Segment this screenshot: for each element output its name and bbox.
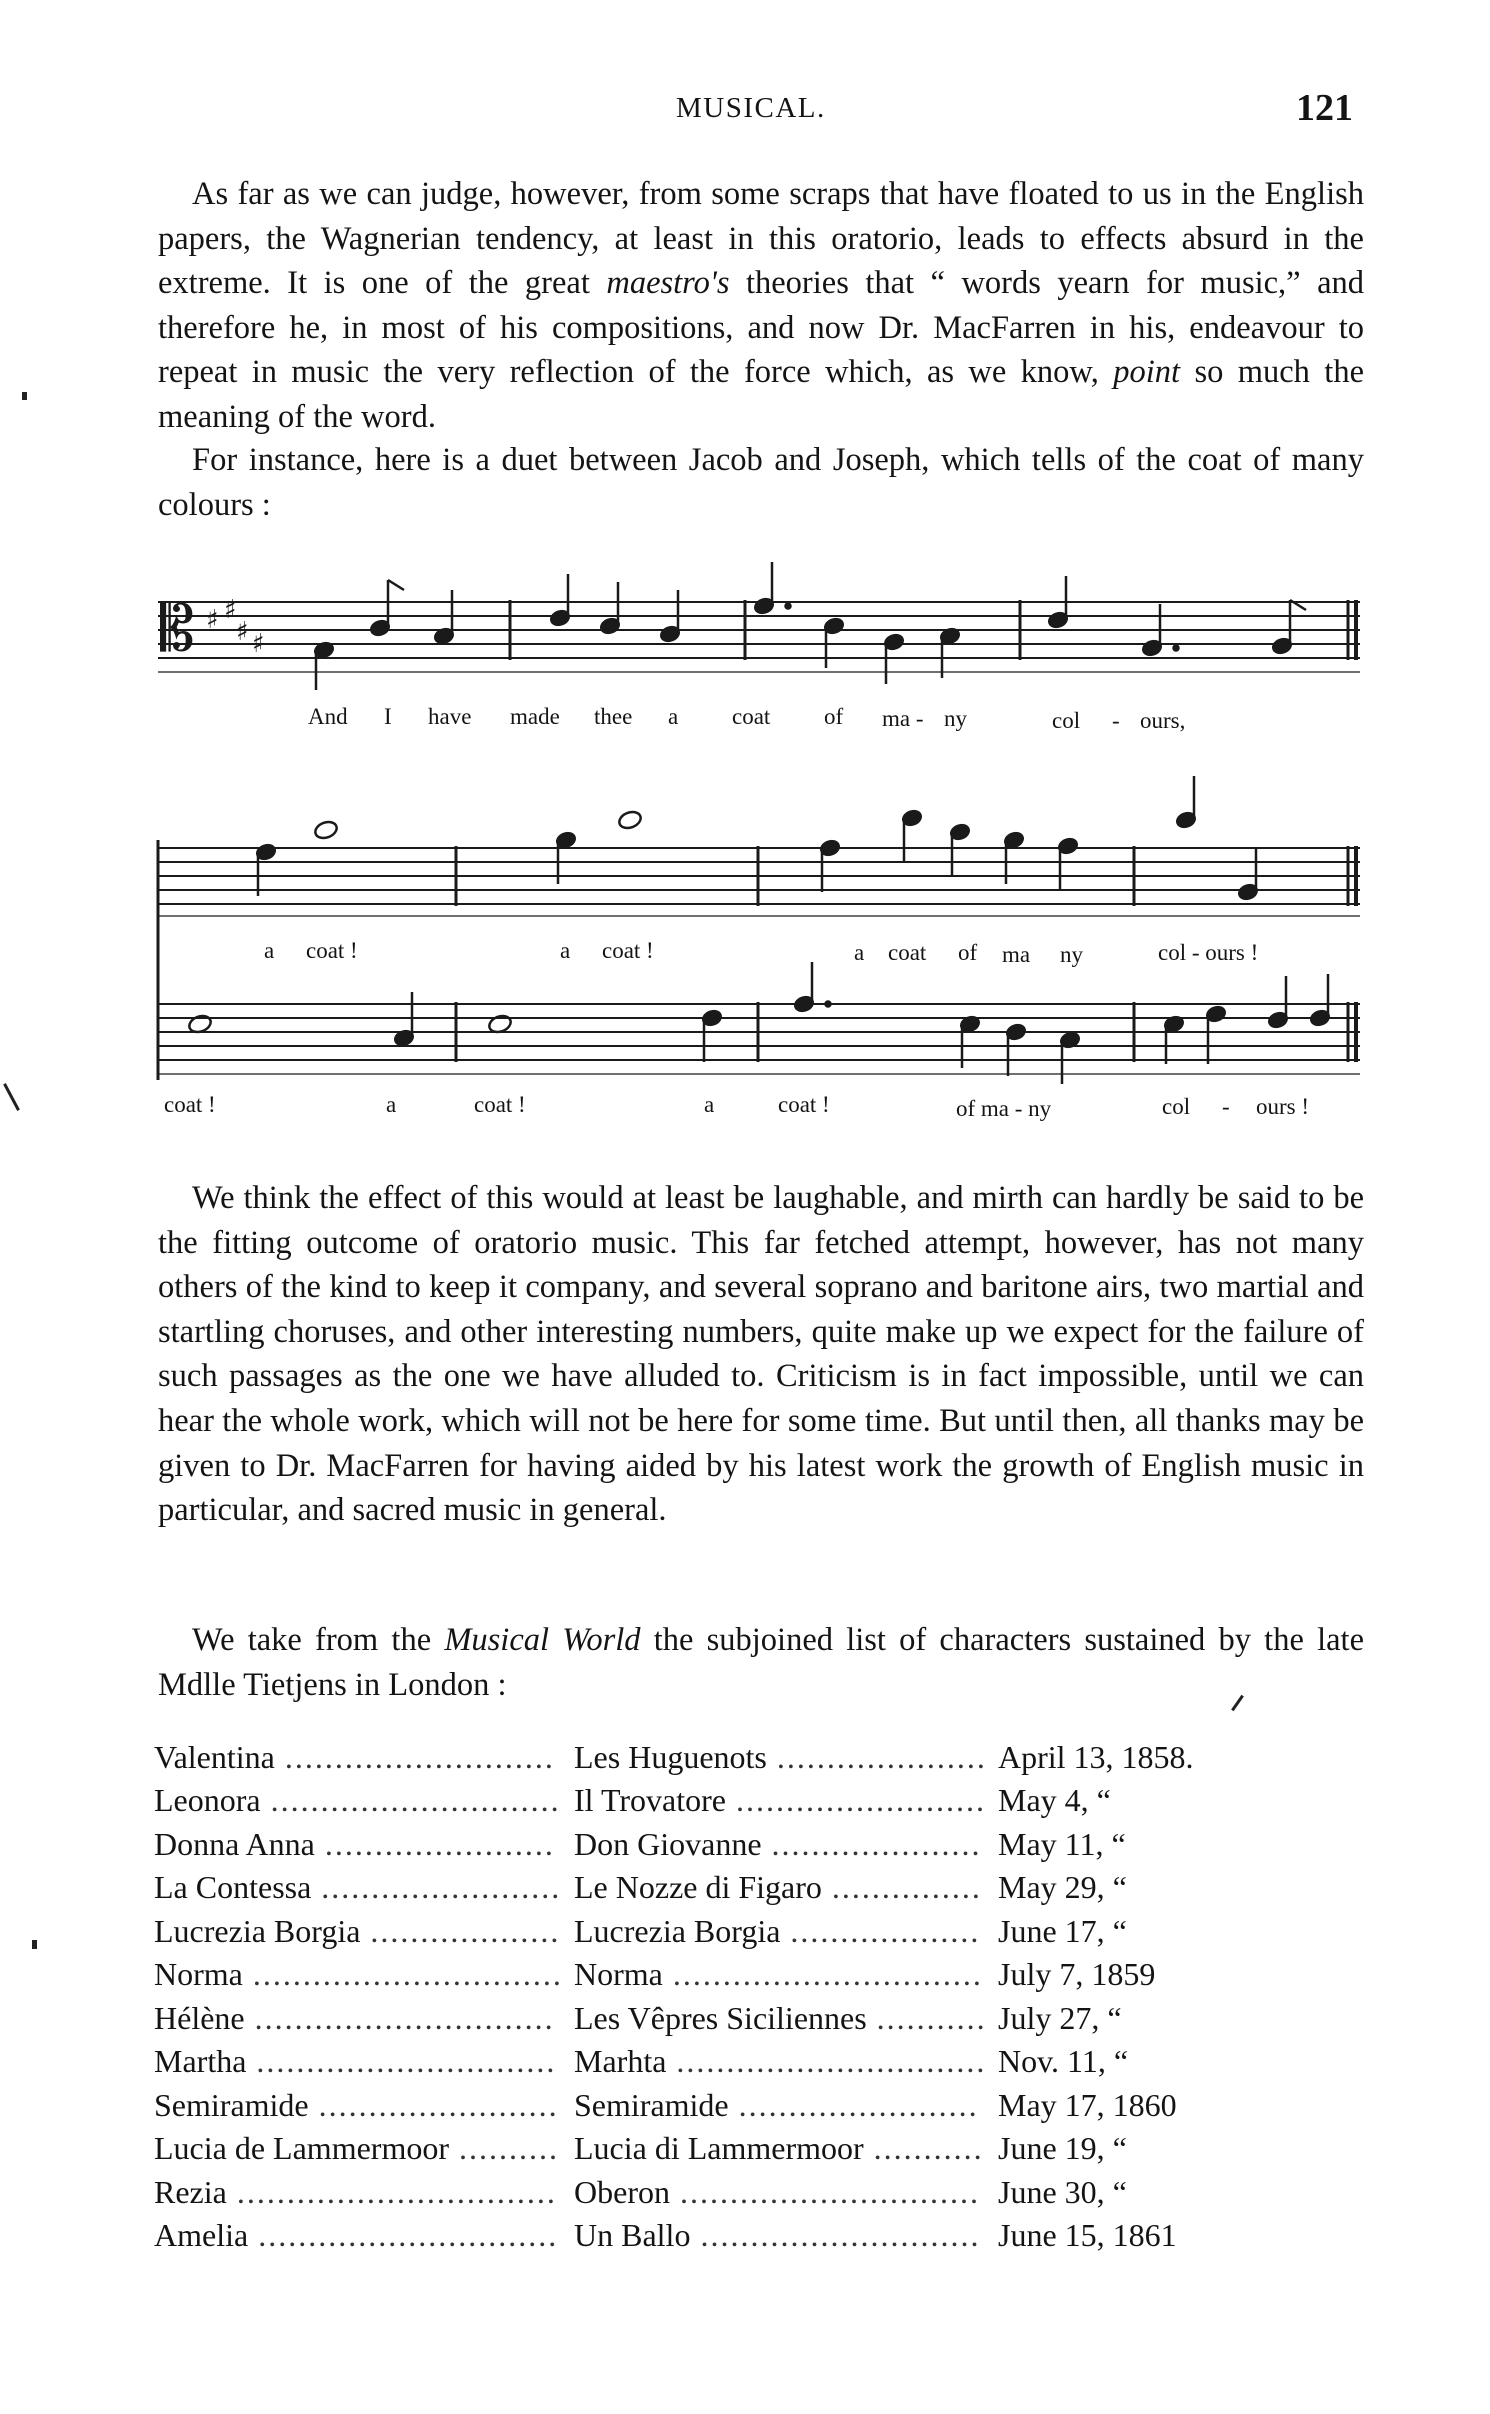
lyric: -: [1222, 1094, 1230, 1119]
lyric: ours,: [1140, 708, 1186, 733]
role-row: [154, 1950, 1234, 1994]
dot-leader: .............................: [260, 1782, 561, 1818]
role-opera: Le Nozze di Figaro: [574, 1869, 822, 1905]
role-date: July 7, 1859: [998, 1956, 1156, 1992]
role-date: May 17, 1860: [998, 2086, 1177, 2123]
lyric: of: [958, 940, 978, 965]
role-character: Leonora: [154, 1782, 261, 1818]
svg-text:♯: ♯: [206, 605, 219, 635]
dot-leader: ........................: [728, 2086, 979, 2123]
staff-1: [158, 600, 1360, 672]
dot-leader: ..........: [448, 2130, 559, 2166]
lyric: coat !: [306, 938, 358, 963]
role-date-cell: [998, 1776, 1234, 1820]
role-date: May 11, “: [998, 1825, 1126, 1862]
role-date: June 17, “: [998, 1912, 1127, 1949]
dot-leader: ...............................: [242, 1956, 563, 1992]
role-row: [154, 1906, 1234, 1950]
lyric: I: [384, 704, 392, 729]
svg-text:𝄡: 𝄡: [160, 592, 195, 665]
role-date-cell: [998, 1732, 1234, 1776]
role-character: Rezia: [154, 2173, 227, 2210]
dot-leader: .........................: [726, 1782, 986, 1818]
lyric: coat !: [778, 1092, 830, 1117]
paragraph-1-italic-maestro: maestro's: [606, 265, 730, 302]
role-character: Valentina: [154, 1738, 275, 1775]
dot-leader: .....................: [761, 1825, 982, 1862]
role-opera-cell: [574, 1732, 998, 1776]
lyric: coat !: [474, 1092, 526, 1117]
lyric: And: [308, 704, 348, 729]
clef-and-key-signature: [160, 592, 265, 665]
role-character-cell: [154, 2211, 574, 2255]
role-opera: Semiramide: [574, 2086, 729, 2123]
role-character-cell: [154, 1819, 574, 1863]
role-opera: Les Vêpres Siciliennes: [574, 1999, 867, 2036]
lyric: a: [668, 704, 679, 729]
role-date: Nov. 11, “: [998, 2043, 1129, 2079]
role-opera: Lucrezia Borgia: [574, 1912, 781, 1949]
lyric: col - ours !: [1158, 940, 1259, 965]
role-opera-cell: [574, 2167, 998, 2211]
role-character-cell: [154, 2167, 574, 2211]
staff-2-lower: [158, 1002, 1360, 1074]
role-row: [154, 2037, 1234, 2081]
role-date-cell: [998, 1906, 1234, 1950]
dot-leader: ............................: [690, 2217, 981, 2253]
paragraph-4: [158, 1618, 1364, 1707]
role-date-cell: [998, 1863, 1234, 1907]
role-opera-cell: [574, 1906, 998, 1950]
dot-leader: ..............................: [244, 1999, 555, 2036]
lyric: col: [1162, 1094, 1191, 1119]
role-opera-cell: [574, 1819, 998, 1863]
lyric: of ma - ny: [956, 1096, 1052, 1121]
role-row: [154, 2167, 1234, 2211]
role-row: [154, 1776, 1234, 1820]
scan-speck: [32, 1940, 37, 1949]
lyric: coat: [732, 704, 771, 729]
role-date-cell: [998, 1819, 1234, 1863]
role-date: April 13, 1858.: [998, 1738, 1194, 1775]
role-date: June 19, “: [998, 2130, 1127, 2166]
paragraph-3: We think the effect of this would at least be laughable, and mirth can hardly be said to be the fitting outcome of oratorio music. This far fetched attempt, however, has not many others of the kind to keep it company, and several soprano and baritone airs, two martial and startling choruses, and other interesting numbers, quite make up we expect for the failure of such passages as the one we have alluded to. Criticism is in fact impossible, until we can hear the whole work, which will not be here for some time. But until then, all thanks may be given to Dr. MacFarren for having aided by his latest work the growth of English music in particular, and sacred music in general.: [158, 1180, 1364, 1529]
role-row: [154, 1863, 1234, 1907]
role-opera: Les Huguenots: [574, 1738, 767, 1775]
paragraph-4-text-a: We take from the: [192, 1622, 445, 1658]
role-opera: Oberon: [574, 2173, 670, 2210]
role-opera: Don Giovanne: [574, 1825, 762, 1862]
role-date-cell: [998, 2080, 1234, 2124]
staff-1-notes: [313, 562, 1306, 690]
role-date-cell: [998, 2211, 1234, 2255]
role-opera-cell: [574, 2211, 998, 2255]
paragraph-1: [158, 172, 1364, 440]
dot-leader: ...............................: [666, 2043, 987, 2079]
role-date-cell: [998, 2037, 1234, 2081]
dot-leader: ...........: [863, 2130, 984, 2166]
role-date-cell: [998, 1950, 1234, 1994]
lyric: a: [854, 940, 865, 965]
role-character-cell: [154, 1950, 574, 1994]
lyric: col: [1052, 708, 1081, 733]
role-row: [154, 1732, 1234, 1776]
role-character-cell: [154, 1863, 574, 1907]
role-opera-cell: [574, 2037, 998, 2081]
role-opera: Lucia di Lammermoor: [574, 2130, 864, 2166]
role-date-cell: [998, 2167, 1234, 2211]
dot-leader: ...........................: [274, 1738, 555, 1775]
role-opera: Un Ballo: [574, 2217, 691, 2253]
dot-leader: ...........: [866, 1999, 987, 2036]
lyric: made: [510, 704, 560, 729]
role-row: [154, 1993, 1234, 2037]
dot-leader: ................................: [226, 2173, 557, 2210]
scan-speck: [22, 392, 27, 400]
role-character: Amelia: [154, 2217, 249, 2253]
roles-table: [154, 1732, 1234, 2254]
lyric: coat !: [164, 1092, 216, 1117]
role-opera: Norma: [574, 1956, 663, 1992]
role-character: Lucia de Lammermoor: [154, 2130, 449, 2166]
lyric: of: [824, 704, 844, 729]
role-opera-cell: [574, 2124, 998, 2168]
role-character: Martha: [154, 2043, 247, 2079]
running-head: [0, 87, 1490, 132]
dot-leader: ........................: [311, 1869, 562, 1905]
role-date-cell: [998, 1993, 1234, 2037]
lyric: a: [386, 1092, 397, 1117]
svg-text:♯: ♯: [252, 629, 265, 659]
running-title: MUSICAL.: [676, 92, 826, 124]
roles-table-body: [154, 1732, 1234, 2254]
dot-leader: ...................: [780, 1912, 981, 1949]
role-character-cell: [154, 1993, 574, 2037]
role-character: Lucrezia Borgia: [154, 1912, 361, 1949]
lyric: ma -: [882, 706, 924, 731]
role-opera: Marhta: [574, 2043, 667, 2079]
role-date-cell: [998, 2124, 1234, 2168]
role-character-cell: [154, 2124, 574, 2168]
role-opera-cell: [574, 1863, 998, 1907]
role-row: [154, 1819, 1234, 1863]
role-character-cell: [154, 1776, 574, 1820]
paragraph-2: For instance, here is a duet between Jacob and Joseph, which tells of the coat of many colours :: [158, 442, 1364, 523]
role-row: [154, 2211, 1234, 2255]
role-date: July 27, “: [998, 1999, 1122, 2036]
role-opera-cell: [574, 2080, 998, 2124]
lyric: ny: [944, 706, 967, 731]
lyric: ma: [1002, 942, 1031, 967]
role-character-cell: [154, 1906, 574, 1950]
lyric: a: [704, 1092, 715, 1117]
role-opera-cell: [574, 1776, 998, 1820]
dot-leader: .......................: [314, 1825, 555, 1862]
lyric: a: [264, 938, 275, 963]
svg-text:♯: ♯: [224, 595, 237, 625]
paragraph-1-italic-point: point: [1113, 354, 1181, 391]
scan-speck: [3, 1083, 20, 1111]
lyric: coat: [888, 940, 927, 965]
role-character: Donna Anna: [154, 1825, 315, 1862]
dot-leader: ...............: [821, 1869, 982, 1905]
staff-2-upper-notes: [255, 776, 1258, 901]
role-row: [154, 2080, 1234, 2124]
dot-leader: ...................: [360, 1912, 561, 1949]
role-date: May 29, “: [998, 1869, 1127, 1905]
dot-leader: .....................: [766, 1738, 987, 1775]
lyric: a: [560, 938, 571, 963]
role-date: June 15, 1861: [998, 2217, 1177, 2253]
role-character: La Contessa: [154, 1869, 312, 1905]
role-character-cell: [154, 2037, 574, 2081]
role-row: [154, 2124, 1234, 2168]
dot-leader: ..............................: [669, 2173, 980, 2210]
svg-text:♯: ♯: [236, 617, 249, 647]
paragraph-1-text-b: theories that “ words yearn for music,” and therefore he, in most of his compositions, and now Dr. MacFarren in his, endeavour to repeat in music the very reflection of the force which, as we know,: [158, 265, 1365, 391]
role-opera-cell: [574, 1950, 998, 1994]
lyric: -: [1112, 708, 1120, 733]
role-character-cell: [154, 1732, 574, 1776]
paragraph-4-italic-title: Musical World: [444, 1622, 641, 1658]
dot-leader: ..............................: [246, 2043, 557, 2079]
staff-2-lower-notes: [187, 962, 1331, 1084]
role-date: June 30, “: [998, 2173, 1127, 2210]
dot-leader: ........................: [308, 2086, 559, 2123]
paragraph-1-text-c: so much the meaning of the word.: [158, 354, 1364, 435]
paragraph-1-text-a: As far as we can judge, however, from some scraps that have floated to us in the English papers, the Wagnerian tendency, at least in this oratorio, leads to effects absurd in the extreme. It is one of the great: [158, 176, 1364, 302]
role-date: May 4, “: [998, 1782, 1111, 1818]
lyric: coat !: [602, 938, 654, 963]
dot-leader: ...............................: [662, 1956, 983, 1992]
role-character-cell: [154, 2080, 574, 2124]
role-character: Hélène: [154, 1999, 245, 2036]
lyric: have: [428, 704, 472, 729]
role-character: Semiramide: [154, 2086, 309, 2123]
lyric: thee: [594, 704, 633, 729]
role-opera-cell: [574, 1993, 998, 2037]
role-opera: Il Trovatore: [574, 1782, 726, 1818]
dot-leader: ..............................: [248, 2217, 559, 2253]
lyric: ny: [1060, 942, 1083, 967]
lyric: ours !: [1256, 1094, 1310, 1119]
role-character: Norma: [154, 1956, 243, 1992]
page-number: 121: [1296, 87, 1353, 129]
paragraph-4-text-b: the subjoined list of characters sustained by the late Mdlle Tietjens in London :: [158, 1622, 1364, 1703]
